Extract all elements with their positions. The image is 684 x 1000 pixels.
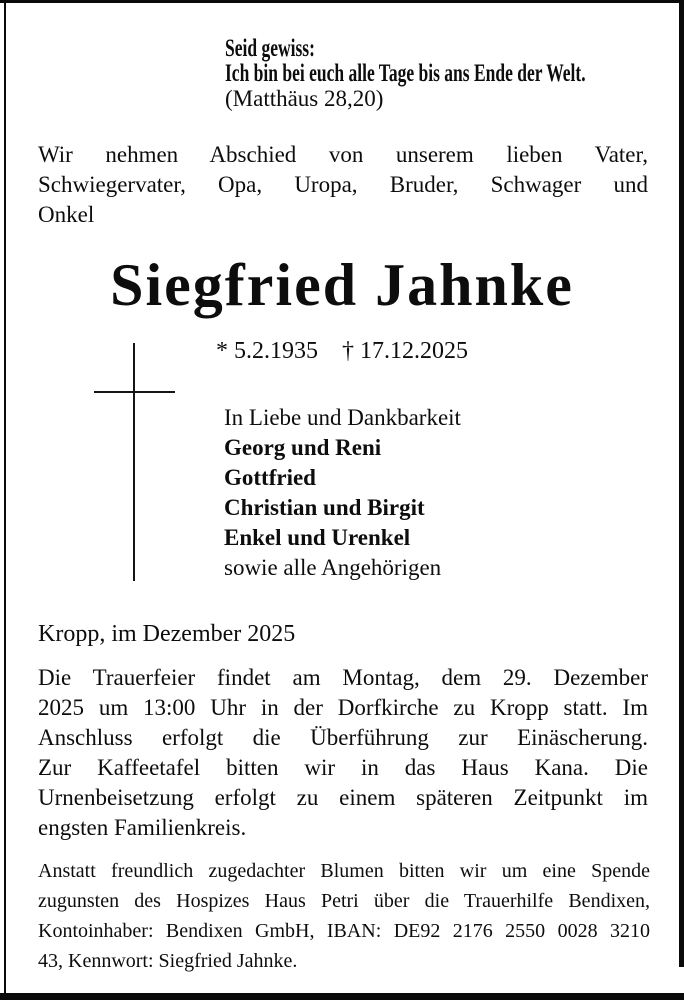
paragraph-line: zugunsten des Hospizes Haus Petri über die Trauerhilfe Bendixen, [38, 890, 650, 912]
mourner-line: In Liebe und Dankbarkeit [224, 405, 461, 430]
paragraph-line: 2025 um 13:00 Uhr in der Dorfkirche zu Kropp statt. Im [38, 695, 648, 720]
paragraph-line: 43, Kennwort: Siegfried Jahnke. [38, 950, 298, 972]
place-dateline: Kropp, im Dezember 2025 [38, 621, 296, 647]
paragraph-line: Zur Kaffeetafel bitten wir in das Haus Kana. Die [38, 755, 648, 780]
mourner-line: Gottfried [224, 465, 316, 490]
death-date: † 17.12.2025 [342, 338, 468, 364]
paragraph-line: Kontoinhaber: Bendixen GmbH, IBAN: DE92 2176 2550 0028 3210 [38, 920, 650, 942]
mourner-line: Georg und Reni [224, 435, 382, 460]
frame-border-top [0, 0, 684, 3]
quote-line: Seid gewiss: [225, 35, 315, 62]
deceased-name: Siegfried Jahnke [110, 252, 574, 318]
paragraph-line: Urnenbeisetzung erfolgt zu einem späteren Zeitpunkt im [38, 785, 648, 810]
mourner-line: Enkel und Urenkel [224, 525, 411, 550]
mourner-line: sowie alle Angehörigen [224, 555, 442, 580]
cross-horizontal-bar [94, 391, 175, 393]
paragraph-line: Wir nehmen Abschied von unserem lieben Vater, [38, 142, 648, 167]
paragraph-line: Onkel [38, 202, 95, 227]
mourners-list [224, 403, 654, 583]
memorial-cross-icon [94, 343, 175, 581]
paragraph-line: Anschluss erfolgt die Überführung zur Einäscherung. [38, 725, 648, 750]
frame-border-bottom [0, 993, 684, 1000]
paragraph-line: Anstatt freundlich zugedachter Blumen bitten wir um eine Spende [38, 860, 650, 882]
funeral-details-paragraph [38, 663, 648, 843]
paragraph-line: engsten Familienkreis. [38, 815, 247, 840]
cross-vertical-bar [133, 343, 135, 581]
paragraph-line: Schwiegervater, Opa, Uropa, Bruder, Schwager und [38, 172, 648, 197]
frame-border-left [4, 0, 6, 1000]
frame-border-right [679, 3, 684, 967]
mourner-line: Christian und Birgit [224, 495, 425, 520]
paragraph-line: Die Trauerfeier findet am Montag, dem 29. Dezember [38, 665, 648, 690]
quote-line: (Matthäus 28,20) [225, 86, 384, 111]
opening-paragraph [38, 140, 648, 230]
birth-date: * 5.2.1935 [216, 338, 318, 364]
scripture-quote [225, 36, 665, 111]
donation-request-paragraph [38, 856, 650, 976]
quote-line: Ich bin bei euch alle Tage bis ans Ende der Welt. [225, 60, 586, 87]
